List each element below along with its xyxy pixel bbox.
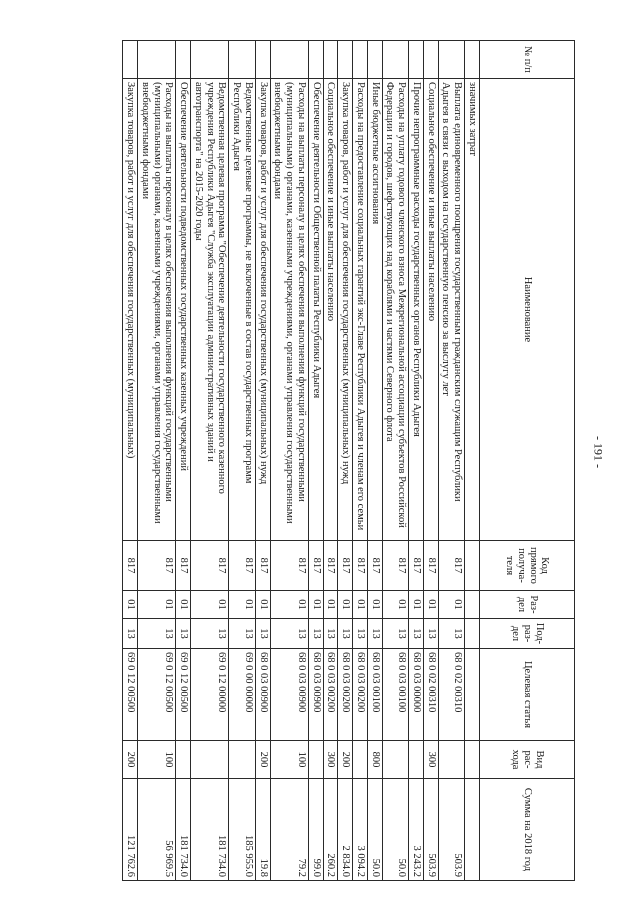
cell-podrazdel: 13 — [256, 619, 271, 649]
table-row — [309, 41, 324, 881]
cell-code: 817 — [123, 541, 138, 591]
cell-name: Расходы на выплаты персоналу в целях обеспечения выполнения функций государственными (муниципальными) органами, казенными учреждениями, органами управления государственными внебюджетными фондами — [138, 79, 176, 541]
rotated-table-container — [65, 40, 575, 880]
budget-table — [123, 40, 576, 881]
cell-name: Выплата единовременного поощрения государственным гражданским служащим Республики Адыгея в связи с выходом на государственную пенсию за выслугу лет — [438, 79, 465, 541]
table-row — [409, 41, 424, 881]
table-row — [438, 41, 465, 881]
cell-code: 817 — [270, 541, 308, 591]
cell-name: Закупка товаров, работ и услуг для обеспечения государственных (муниципальных) — [123, 79, 138, 541]
cell-vid: 800 — [368, 741, 383, 779]
cell-sum: 3 243.2 — [409, 779, 424, 881]
cell-sum: 79.2 — [270, 779, 308, 881]
table-row — [138, 41, 176, 881]
cell-podrazdel: 13 — [368, 619, 383, 649]
cell-num — [229, 41, 256, 79]
cell-podrazdel: 13 — [438, 619, 465, 649]
cell-num — [424, 41, 439, 79]
cell-podrazdel: 13 — [309, 619, 324, 649]
cell-vid: 100 — [138, 741, 176, 779]
cell-name: значимых затрат — [465, 79, 480, 541]
cell-num — [465, 41, 480, 79]
header-row — [480, 41, 575, 881]
cell-name: Иные бюджетные ассигнования — [368, 79, 383, 541]
cell-statya: 69 0 12 00500 — [138, 649, 176, 741]
cell-name: Расходы на выплаты персоналу в целях обеспечения выполнения функций государственными (муниципальными) органами, казенными учреждениями, органами управления государственными внебюджетными фондами — [270, 79, 308, 541]
cell-statya: 69 0 12 00000 — [191, 649, 229, 741]
cell-code — [465, 541, 480, 591]
table-row — [323, 41, 338, 881]
cell-num — [270, 41, 308, 79]
cell-vid — [309, 741, 324, 779]
cell-code: 817 — [191, 541, 229, 591]
cell-vid: 200 — [338, 741, 353, 779]
cell-num — [191, 41, 229, 79]
table-row — [465, 41, 480, 881]
header-razdel: Раз-дел — [480, 591, 575, 619]
cell-sum: 503.9 — [424, 779, 439, 881]
cell-vid — [409, 741, 424, 779]
cell-name: Расходы на уплату годового членского взноса Межрегиональной ассоциации субъектов Российской Федерации и городов, шефствующих над кораблями и частями Северного флота — [382, 79, 409, 541]
cell-statya: 68 0 03 00200 — [353, 649, 368, 741]
cell-num — [256, 41, 271, 79]
header-statya: Целевая статья — [480, 649, 575, 741]
cell-vid: 200 — [256, 741, 271, 779]
cell-sum: 99.0 — [309, 779, 324, 881]
cell-code: 817 — [424, 541, 439, 591]
cell-vid — [229, 741, 256, 779]
cell-name: Расходы на предоставление социальных гарантий экс-Главе Республики Адыгея и членам его семьи — [353, 79, 368, 541]
cell-vid: 300 — [424, 741, 439, 779]
cell-vid — [465, 741, 480, 779]
cell-razdel: 01 — [309, 591, 324, 619]
cell-num — [176, 41, 191, 79]
cell-vid: 200 — [123, 741, 138, 779]
cell-code: 817 — [338, 541, 353, 591]
cell-statya — [465, 649, 480, 741]
cell-statya: 68 0 03 00100 — [368, 649, 383, 741]
cell-statya: 69 0 00 00000 — [229, 649, 256, 741]
cell-code: 817 — [382, 541, 409, 591]
cell-vid — [438, 741, 465, 779]
cell-vid — [382, 741, 409, 779]
table-row — [382, 41, 409, 881]
cell-razdel: 01 — [424, 591, 439, 619]
cell-statya: 68 0 02 00310 — [438, 649, 465, 741]
cell-code: 817 — [409, 541, 424, 591]
cell-code: 817 — [323, 541, 338, 591]
cell-sum: 50.0 — [382, 779, 409, 881]
cell-razdel: 01 — [270, 591, 308, 619]
cell-num — [323, 41, 338, 79]
cell-vid: 100 — [270, 741, 308, 779]
cell-sum: 181 734.0 — [176, 779, 191, 881]
cell-statya: 68 0 03 00000 — [409, 649, 424, 741]
cell-razdel: 01 — [138, 591, 176, 619]
cell-statya: 69 0 12 00500 — [176, 649, 191, 741]
cell-statya: 68 0 03 00900 — [270, 649, 308, 741]
table-row — [191, 41, 229, 881]
cell-num — [382, 41, 409, 79]
cell-code: 817 — [368, 541, 383, 591]
cell-podrazdel: 13 — [229, 619, 256, 649]
cell-podrazdel: 13 — [382, 619, 409, 649]
cell-num — [138, 41, 176, 79]
cell-code: 817 — [353, 541, 368, 591]
cell-razdel: 01 — [338, 591, 353, 619]
cell-statya: 68 0 02 00310 — [424, 649, 439, 741]
cell-sum: 260.2 — [323, 779, 338, 881]
cell-razdel: 01 — [123, 591, 138, 619]
cell-razdel: 01 — [382, 591, 409, 619]
cell-podrazdel: 13 — [176, 619, 191, 649]
table-row — [123, 41, 138, 881]
cell-razdel: 01 — [323, 591, 338, 619]
cell-sum — [465, 779, 480, 881]
cell-razdel: 01 — [438, 591, 465, 619]
cell-podrazdel: 13 — [323, 619, 338, 649]
cell-razdel: 01 — [256, 591, 271, 619]
cell-name: Социальное обеспечение и иные выплаты населению — [323, 79, 338, 541]
cell-code: 817 — [309, 541, 324, 591]
cell-name: Закупка товаров, работ и услуг для обеспечения государственных (муниципальных) нужд — [338, 79, 353, 541]
cell-num — [338, 41, 353, 79]
cell-name: Ведомственная целевая программа "Обеспечение деятельности государственного казенного учреждения Республики Адыгея "Служба эксплуатации административных зданий и автотранспорта" на 2015-2020 годы — [191, 79, 229, 541]
cell-num — [368, 41, 383, 79]
cell-statya: 68 0 03 00200 — [323, 649, 338, 741]
cell-razdel: 01 — [229, 591, 256, 619]
page-number: - 191 - — [591, 436, 606, 468]
cell-vid: 300 — [323, 741, 338, 779]
cell-podrazdel: 13 — [353, 619, 368, 649]
table-row — [229, 41, 256, 881]
cell-num — [438, 41, 465, 79]
cell-statya: 68 0 03 00200 — [338, 649, 353, 741]
cell-sum: 121 762.6 — [123, 779, 138, 881]
cell-num — [353, 41, 368, 79]
cell-name: Ведомственные целевые программы, не включенные в состав государственных программ Республики Адыгея — [229, 79, 256, 541]
cell-statya: 68 0 03 00900 — [256, 649, 271, 741]
cell-code: 817 — [438, 541, 465, 591]
table-body — [123, 41, 480, 881]
table-row — [256, 41, 271, 881]
cell-podrazdel: 13 — [424, 619, 439, 649]
cell-statya: 69 0 12 00500 — [123, 649, 138, 741]
header-sum: Сумма на 2018 год — [480, 779, 575, 881]
cell-statya: 68 0 03 00900 — [309, 649, 324, 741]
cell-statya: 68 0 03 00100 — [382, 649, 409, 741]
cell-razdel: 01 — [368, 591, 383, 619]
cell-num — [409, 41, 424, 79]
cell-sum: 185 955.0 — [229, 779, 256, 881]
header-podrazdel: Под-раз-дел — [480, 619, 575, 649]
cell-razdel — [465, 591, 480, 619]
cell-podrazdel: 13 — [191, 619, 229, 649]
cell-sum: 2 834.0 — [338, 779, 353, 881]
cell-podrazdel: 13 — [409, 619, 424, 649]
cell-sum: 56 969.5 — [138, 779, 176, 881]
cell-sum: 3 094.2 — [353, 779, 368, 881]
table-row — [338, 41, 353, 881]
cell-name: Социальное обеспечение и иные выплаты населению — [424, 79, 439, 541]
cell-vid — [353, 741, 368, 779]
cell-podrazdel: 13 — [138, 619, 176, 649]
table-row — [368, 41, 383, 881]
table-row — [353, 41, 368, 881]
header-name: Наименование — [480, 79, 575, 541]
table-row — [176, 41, 191, 881]
cell-name: Закупка товаров, работ и услуг для обеспечения государственных (муниципальных) нужд — [256, 79, 271, 541]
table-row — [270, 41, 308, 881]
cell-podrazdel: 13 — [338, 619, 353, 649]
header-vid: Вид рас-хода — [480, 741, 575, 779]
cell-podrazdel: 13 — [270, 619, 308, 649]
cell-code: 817 — [138, 541, 176, 591]
table-row — [424, 41, 439, 881]
cell-name: Обеспечение деятельности Общественной палаты Республики Адыгея — [309, 79, 324, 541]
cell-sum: 503.9 — [438, 779, 465, 881]
cell-razdel: 01 — [409, 591, 424, 619]
cell-name: Обеспечение деятельности подведомственных государственных казенных учреждений — [176, 79, 191, 541]
cell-razdel: 01 — [191, 591, 229, 619]
cell-podrazdel: 13 — [123, 619, 138, 649]
cell-podrazdel — [465, 619, 480, 649]
cell-razdel: 01 — [353, 591, 368, 619]
cell-name: Прочие непрограммные расходы государственных органов Республики Адыгея — [409, 79, 424, 541]
cell-vid — [191, 741, 229, 779]
cell-razdel: 01 — [176, 591, 191, 619]
cell-code: 817 — [229, 541, 256, 591]
cell-sum: 181 734.0 — [191, 779, 229, 881]
header-num: № п/п — [480, 41, 575, 79]
cell-sum: 50.0 — [368, 779, 383, 881]
cell-num — [309, 41, 324, 79]
cell-code: 817 — [176, 541, 191, 591]
header-code: Код прямого получа-теля — [480, 541, 575, 591]
cell-vid — [176, 741, 191, 779]
cell-sum: 19.8 — [256, 779, 271, 881]
cell-code: 817 — [256, 541, 271, 591]
cell-num — [123, 41, 138, 79]
